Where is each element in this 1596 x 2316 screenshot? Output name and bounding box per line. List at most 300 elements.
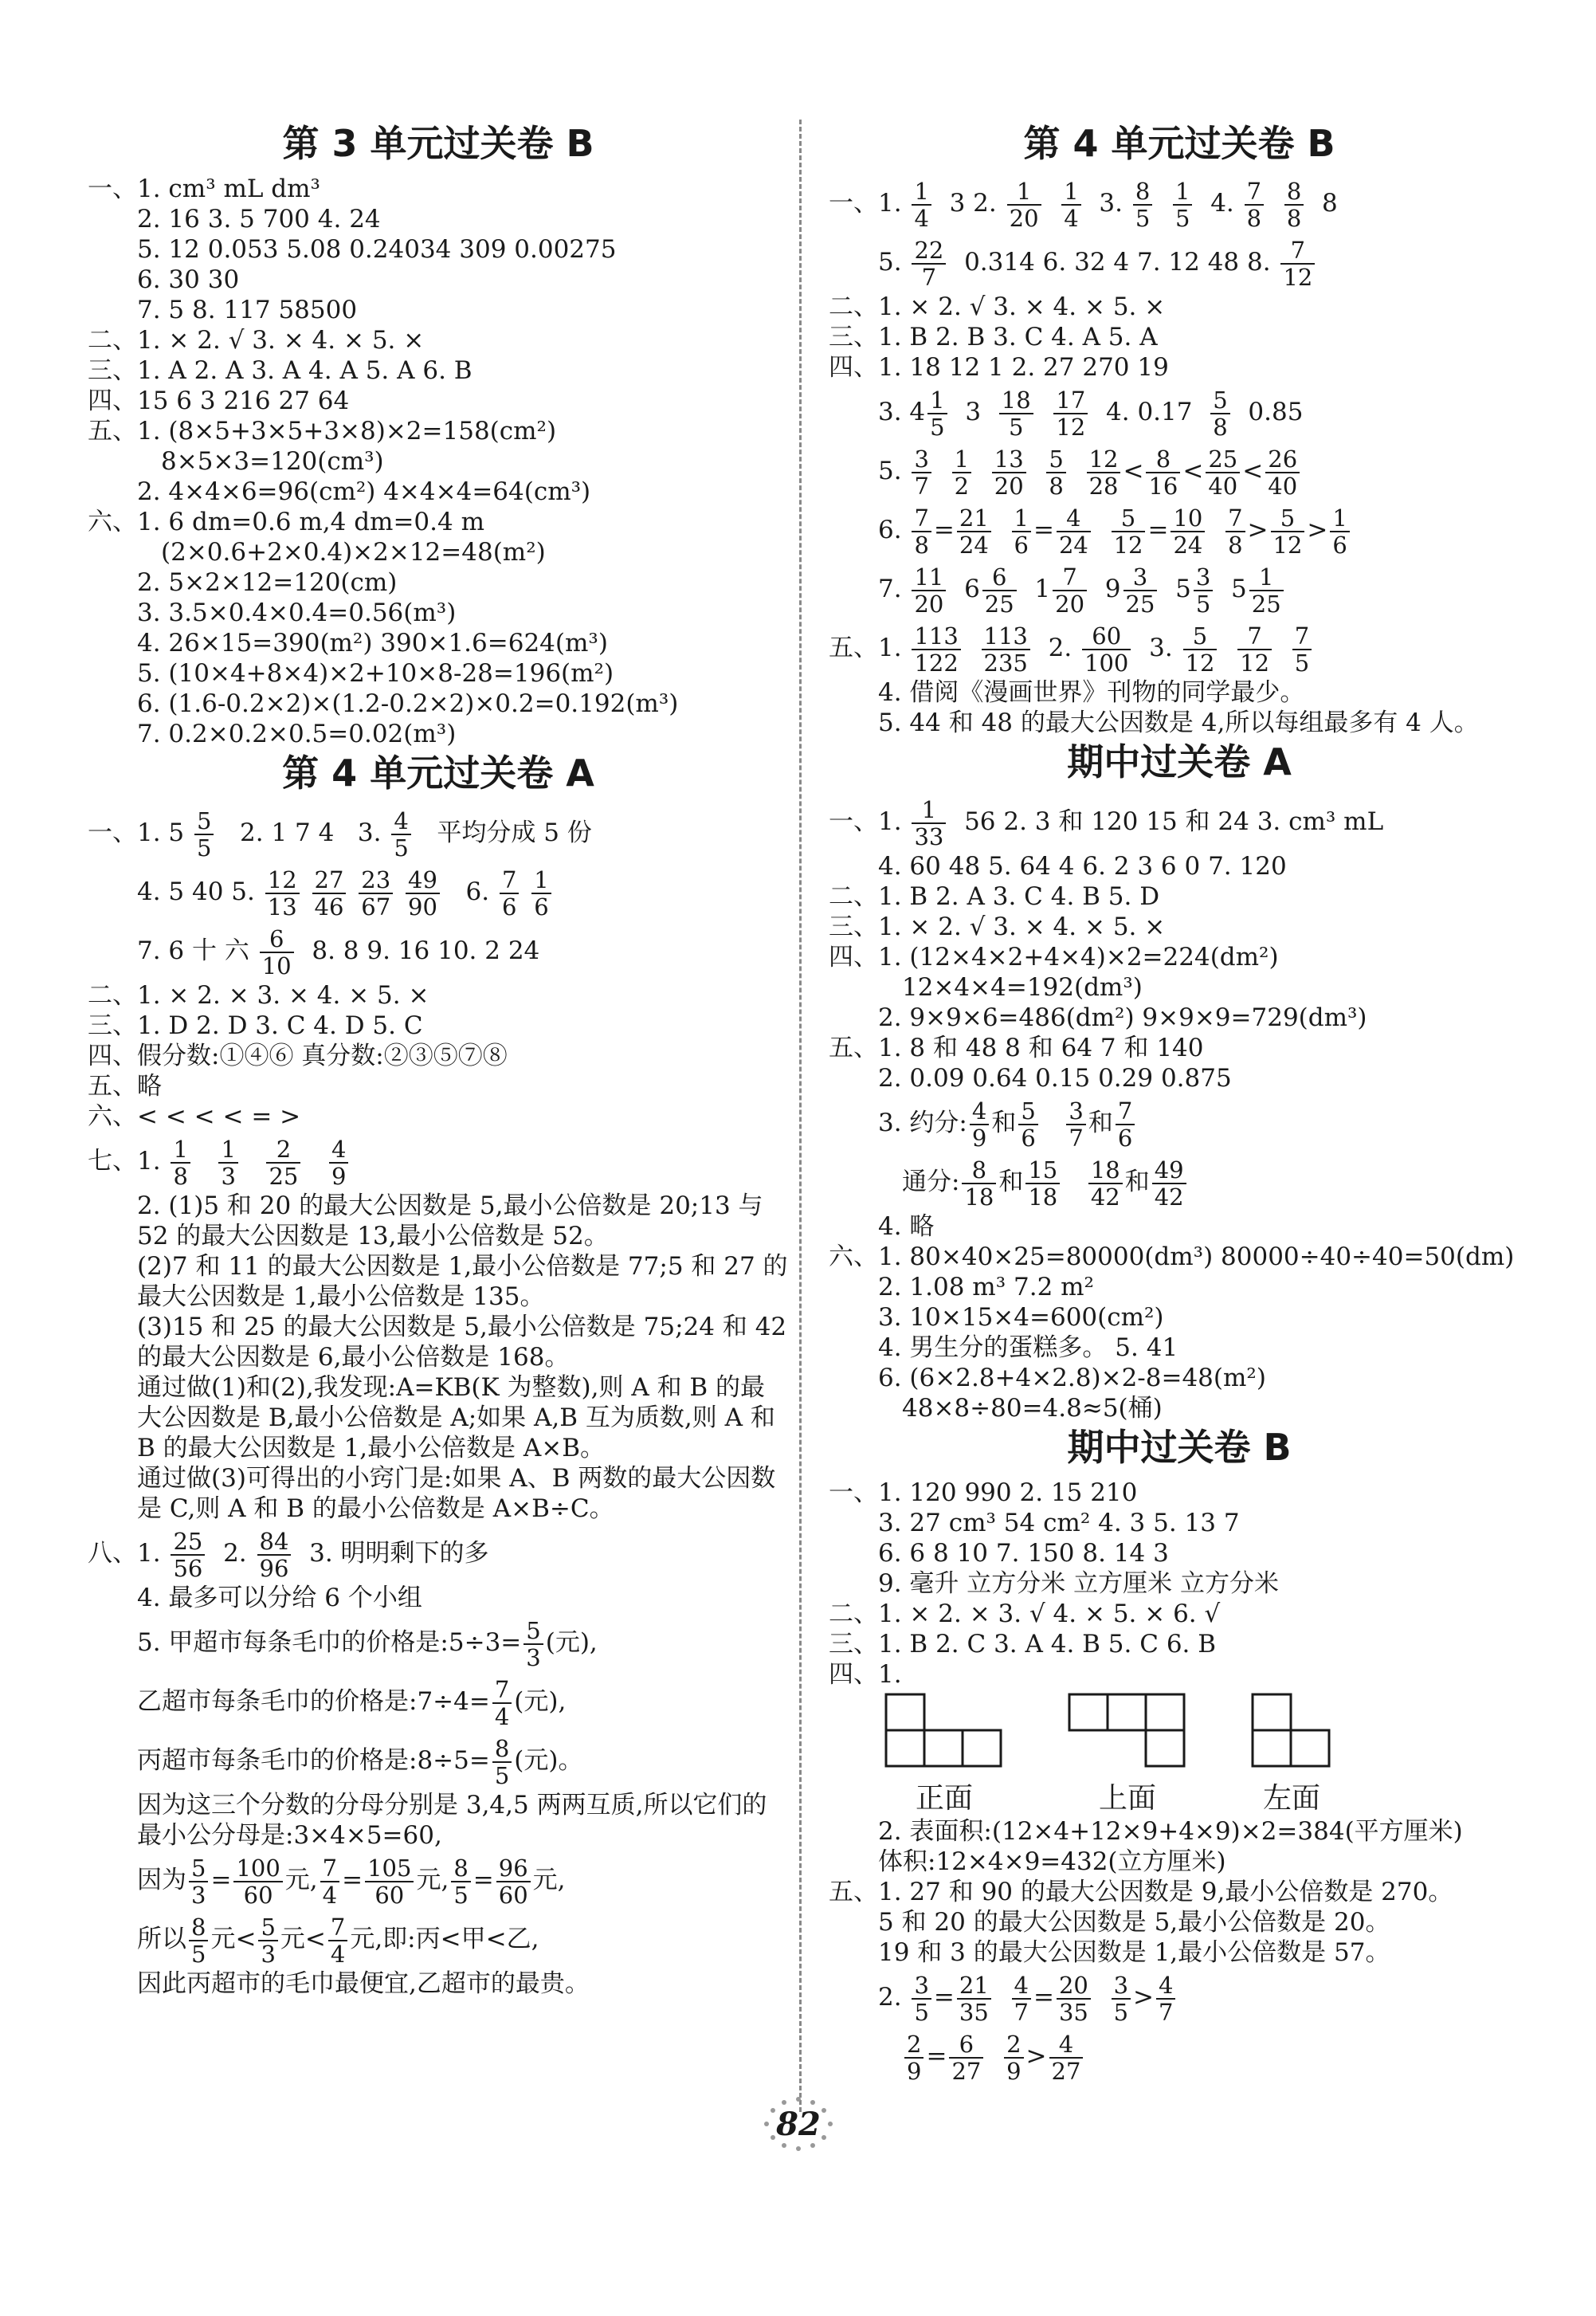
fraction: [492, 1736, 512, 1788]
answer-text: 元,即:丙<甲<乙,: [350, 1925, 539, 1953]
denominator: 25: [1251, 590, 1281, 618]
denominator: 5: [453, 1881, 469, 1909]
answer-line: 三、1. B 2. B 3. C 4. A 5. A: [829, 323, 1158, 351]
numerator: 49: [406, 867, 440, 894]
answer-text: >: [1133, 1983, 1154, 2012]
fraction: [970, 1098, 989, 1151]
fraction: [912, 1973, 931, 2025]
answer-line: [829, 1093, 1530, 1152]
answer-text: 4. 5 40 5.: [137, 877, 255, 906]
answer-line: 6. 6 8 10 7. 150 8. 14 3: [878, 1539, 1169, 1568]
fraction: [496, 1855, 531, 1908]
denominator: 5: [930, 413, 945, 441]
answer-line: 6. 30 30: [137, 265, 240, 294]
answer-line: [88, 1524, 789, 1583]
answer-line: 四、1. (12×4×2+4×4)×2=224(dm²): [829, 943, 1279, 972]
fraction: [982, 564, 1017, 617]
answer-line: [88, 1672, 789, 1731]
answer-line: 4. 26×15=390(m²) 390×1.6=624(m³): [137, 629, 608, 658]
answer-text: >: [1025, 2042, 1047, 2071]
page-number-text: 82: [776, 2105, 821, 2143]
fraction: [912, 505, 931, 558]
fraction: [329, 1136, 348, 1189]
denominator: 5: [1113, 1998, 1129, 2026]
fraction: [365, 1855, 414, 1908]
fraction: [1057, 1973, 1091, 2025]
answer-text: 5.: [878, 248, 902, 277]
denominator: 5: [1009, 413, 1024, 441]
answer-line: [829, 559, 1530, 618]
denominator: 33: [914, 822, 944, 850]
answer-text: 6.: [465, 877, 490, 906]
answer-line: 2. 5×2×12=120(cm): [137, 568, 398, 597]
numerator: 1: [927, 387, 947, 414]
section-title-unit3-b: 第 3 单元过关卷 B: [282, 122, 594, 165]
answer-text: 五、1.: [829, 634, 902, 662]
answer-text: 2.: [223, 1539, 247, 1568]
numerator: 3: [912, 1973, 931, 2000]
numerator: 8: [1133, 179, 1152, 206]
fraction: [1173, 179, 1192, 231]
fraction: [312, 867, 347, 920]
numerator: 1: [531, 867, 551, 894]
fraction: [1025, 1157, 1060, 1210]
answer-text: 3: [965, 398, 982, 426]
numerator: 11: [912, 564, 946, 591]
fraction: [962, 1157, 996, 1210]
fraction: [171, 1529, 205, 1581]
right-column: [829, 120, 1530, 2086]
answer-line: 三、1. × 2. √ 3. × 4. × 5. ×: [829, 913, 1166, 941]
fraction: [1087, 446, 1121, 499]
numerator: 25: [171, 1529, 205, 1556]
denominator: 3: [221, 1162, 236, 1190]
denominator: 7: [1069, 1124, 1084, 1152]
answer-line: 9. 毫升 立方分米 立方厘米 立方分米: [878, 1569, 1279, 1598]
denominator: 24: [959, 531, 989, 559]
page-number: [757, 2096, 840, 2152]
answer-line: 六、1. 80×40×25=80000(dm³) 80000÷40÷40=50(dm): [829, 1242, 1515, 1271]
denominator: 6: [534, 893, 549, 921]
answer-text: 7.: [878, 575, 902, 603]
answer-line: [829, 2027, 1530, 2086]
numerator: 22: [912, 237, 946, 265]
answer-line: 4. 60 48 5. 64 4 6. 2 3 6 0 7. 120: [878, 852, 1287, 881]
denominator: 12: [1283, 263, 1313, 291]
answer-text: 4. 0.17: [1106, 398, 1193, 426]
answer-line: 6. (1.6-0.2×2)×(1.2-0.2×2)×0.2=0.192(m³): [137, 689, 679, 718]
fraction: [1004, 2031, 1023, 2084]
answer-text: 3.: [1099, 189, 1123, 218]
answer-text: 9: [1104, 575, 1121, 603]
denominator: 7: [1159, 1998, 1174, 2026]
answer-line: 因此丙超市的毛巾最便宜,乙超市的最贵。: [137, 1969, 590, 1998]
denominator: 60: [498, 1881, 528, 1909]
fraction: [912, 179, 931, 231]
answer-line: 5. 12 0.053 5.08 0.24034 309 0.00275: [137, 235, 617, 264]
answer-text: 和: [991, 1109, 1017, 1137]
fraction: [912, 564, 946, 617]
answer-line: 二、1. × 2. × 3. × 4. × 5. ×: [88, 981, 429, 1010]
answer-text: 一、1. 5: [88, 818, 185, 847]
numerator: 113: [982, 623, 1030, 650]
answer-paragraph: 2. (1)5 和 20 的最大公因数是 5,最小公倍数是 20;13 与 52 的最大公因数是 13,最小公倍数是 52。: [137, 1191, 763, 1250]
numerator: 8: [451, 1855, 470, 1882]
numerator: 12: [1087, 446, 1121, 473]
answer-line: [829, 1968, 1530, 2027]
fraction: [1053, 564, 1087, 617]
answer-line: 二、1. × 2. × 3. √ 4. × 5. × 6. √: [829, 1600, 1221, 1628]
denominator: 16: [1148, 472, 1178, 500]
front-view: [884, 1693, 1004, 1816]
numerator: 7: [1245, 179, 1264, 206]
answer-line: [88, 921, 789, 980]
answer-line: 三、1. A 2. A 3. A 4. A 5. A 6. B: [88, 356, 473, 385]
answer-line: [829, 383, 1530, 442]
fraction: [957, 505, 991, 558]
answer-text: 4.: [1210, 189, 1234, 218]
fraction: [265, 867, 300, 920]
numerator: 7: [320, 1855, 339, 1882]
denominator: 9: [1006, 2057, 1022, 2085]
answer-line: 二、1. × 2. √ 3. × 4. × 5. ×: [88, 326, 425, 355]
denominator: 24: [1058, 531, 1088, 559]
denominator: 9: [331, 1162, 347, 1190]
answer-text: 乙超市每条毛巾的价格是:7÷4=: [137, 1687, 490, 1716]
numerator: 7: [492, 1677, 512, 1704]
answer-text: 和: [1088, 1109, 1113, 1137]
numerator: 1: [1061, 179, 1080, 206]
fraction: [189, 1914, 208, 1967]
denominator: 3: [261, 1940, 276, 1968]
numerator: 3: [1123, 564, 1158, 591]
fraction: [1123, 564, 1158, 617]
denominator: 42: [1090, 1183, 1120, 1211]
answer-text: 5: [1231, 575, 1247, 603]
denominator: 35: [1058, 1998, 1088, 2026]
numerator: 5: [194, 808, 214, 835]
denominator: 25: [269, 1162, 299, 1190]
answer-line: 五、1. 27 和 90 的最大公因数是 9,最小公倍数是 270。: [829, 1878, 1453, 1906]
denominator: 4: [914, 204, 929, 232]
answer-text: 七、1.: [88, 1147, 161, 1176]
answer-line: 5 和 20 的最大公因数是 5,最小公倍数是 20。: [878, 1908, 1390, 1937]
denominator: 60: [243, 1881, 273, 1909]
answer-text: 2.: [1048, 634, 1072, 662]
numerator: 3: [1194, 564, 1213, 591]
fraction: [1206, 446, 1240, 499]
fraction: [1112, 505, 1146, 558]
answer-line: 六、< < < < = >: [88, 1102, 301, 1131]
fraction: [492, 1677, 512, 1729]
fraction: [189, 1855, 208, 1908]
answer-line: [88, 1613, 789, 1672]
answer-text: (元),: [545, 1628, 598, 1657]
denominator: 12: [1240, 649, 1270, 677]
answer-text: 元,: [532, 1866, 566, 1894]
fraction: [320, 1855, 339, 1908]
numerator: 3: [1112, 1973, 1131, 2000]
fraction: [1133, 179, 1152, 231]
fraction: [406, 867, 440, 920]
top-view-label: 上面: [1098, 1782, 1156, 1815]
answer-line: 19 和 3 的最大公因数是 1,最小公倍数是 57。: [878, 1938, 1390, 1967]
answer-line: 2. 4×4×6=96(cm²) 4×4×4=64(cm³): [137, 477, 591, 506]
denominator: 3: [526, 1643, 541, 1671]
numerator: 5: [1018, 1098, 1037, 1125]
denominator: 9: [907, 2057, 922, 2085]
numerator: 5: [1046, 446, 1065, 473]
denominator: 12: [1056, 413, 1086, 441]
answer-text: 一、1.: [829, 807, 902, 836]
numerator: 4: [329, 1136, 348, 1164]
denominator: 5: [197, 834, 212, 862]
answer-text: 7. 6 十 六: [137, 936, 249, 965]
numerator: 3: [912, 446, 931, 473]
section-title-midterm-b: 期中过关卷 B: [1067, 1426, 1292, 1469]
denominator: 96: [259, 1554, 289, 1582]
numerator: 21: [957, 505, 991, 532]
denominator: 90: [408, 893, 437, 921]
fraction: [1053, 387, 1088, 440]
denominator: 6: [1332, 531, 1347, 559]
denominator: 5: [1195, 590, 1211, 618]
fraction: [982, 623, 1030, 676]
answer-text: 1: [1034, 575, 1051, 603]
answer-text: 6: [964, 575, 980, 603]
answer-line: 48×8÷80=4.8≈5(桶): [902, 1394, 1163, 1423]
numerator: 8: [1284, 179, 1304, 206]
denominator: 35: [959, 1998, 989, 2026]
numerator: 6: [260, 926, 294, 953]
answer-line: 四、1.: [829, 1660, 902, 1689]
denominator: 7: [914, 472, 929, 500]
denominator: 8: [1246, 204, 1262, 232]
denominator: 100: [1084, 649, 1129, 677]
denominator: 42: [1154, 1183, 1184, 1211]
fraction: [1171, 505, 1205, 558]
fraction: [260, 926, 294, 979]
fraction: [218, 1136, 237, 1189]
numerator: 21: [957, 1973, 991, 2000]
numerator: 6: [949, 2031, 983, 2059]
left-view: [1251, 1693, 1332, 1816]
fraction: [266, 1136, 300, 1189]
answer-line: 三、1. D 2. D 3. C 4. D 5. C: [88, 1011, 423, 1040]
numerator: 5: [524, 1618, 543, 1645]
fraction: [531, 867, 551, 920]
answer-text: 56 2. 3 和 120 15 和 24 3. cm³ mL: [964, 807, 1384, 836]
numerator: 7: [500, 867, 519, 894]
answer-line: 四、15 6 3 216 27 64: [88, 387, 350, 415]
answer-line: 4. 借阅《漫画世界》刊物的同学最少。: [878, 678, 1305, 707]
fraction: [1280, 237, 1315, 290]
numerator: 100: [233, 1855, 282, 1882]
fraction: [1066, 1098, 1085, 1151]
numerator: 8: [962, 1157, 996, 1184]
answer-text: 8. 8 9. 16 10. 2 24: [312, 936, 540, 965]
answer-text: 丙超市每条毛巾的价格是:8÷5=: [137, 1746, 490, 1775]
numerator: 7: [1292, 623, 1312, 650]
denominator: 5: [914, 1998, 929, 2026]
fraction: [912, 623, 960, 676]
fraction: [1265, 446, 1300, 499]
fraction: [1018, 1098, 1037, 1151]
fraction: [359, 867, 393, 920]
answer-line: 6. $\frac{7}{8}$ = $\frac{21}{24}$ $\frac{1}{6}$ = $\frac{4}{24}$ $\frac{5}{12}$ = $\frac{10}{24}$ $\frac{7}{8}$ > $\frac{5}{12}$ > $\frac{1}{6}$: [829, 500, 1530, 559]
answer-paragraph: (3)15 和 25 的最大公因数是 5,最小公倍数是 75;24 和 42 的最大公因数是 6,最小公倍数是 168。: [137, 1313, 787, 1372]
fraction: [952, 446, 971, 499]
numerator: 5: [258, 1914, 277, 1941]
fraction: [912, 237, 946, 290]
answer-text: 3. 4: [878, 398, 926, 426]
denominator: 7: [1014, 1998, 1029, 2026]
denominator: 56: [173, 1554, 203, 1582]
numerator: 5: [1112, 505, 1146, 532]
answer-text: 因为: [137, 1866, 186, 1894]
fraction: [1046, 446, 1065, 499]
answer-text: 和: [1124, 1168, 1150, 1196]
answer-line: 5. (10×4+8×4)×2+10×8-28=196(m²): [137, 659, 614, 688]
denominator: 9: [971, 1124, 987, 1152]
fraction: [328, 1914, 347, 1967]
numerator: 4: [1012, 1973, 1031, 2000]
answer-line: 7. 0.2×0.2×0.5=0.02(m³): [137, 720, 457, 748]
fraction: [500, 867, 519, 920]
fraction: [1210, 387, 1229, 440]
numerator: 17: [1053, 387, 1088, 414]
answer-line: 3. 27 cm³ 54 cm² 4. 3 5. 13 7: [878, 1509, 1240, 1537]
denominator: 20: [1055, 590, 1085, 618]
numerator: 7: [1237, 623, 1272, 650]
fraction: [1237, 623, 1272, 676]
denominator: 7: [921, 263, 937, 291]
denominator: 235: [983, 649, 1028, 677]
denominator: 5: [394, 834, 409, 862]
numerator: 105: [365, 1855, 414, 1882]
answer-line: 7. 5 8. 117 58500: [137, 296, 358, 324]
answer-line: 3. 10×15×4=600(cm²): [878, 1303, 1164, 1332]
answer-text: 5: [1175, 575, 1191, 603]
denominator: 20: [1009, 204, 1039, 232]
answer-line: [829, 1152, 1530, 1211]
answer-text: 3.: [1149, 634, 1173, 662]
numerator: 8: [189, 1914, 208, 1941]
denominator: 46: [314, 893, 344, 921]
answer-line: [829, 233, 1530, 292]
answer-text: 2. 1 7 4: [240, 818, 335, 847]
fraction: [904, 2031, 923, 2084]
answer-line: 四、1. 18 12 1 2. 27 270 19: [829, 353, 1169, 382]
answer-text: 八、1.: [88, 1539, 161, 1568]
fraction: [1249, 564, 1284, 617]
fraction: [1057, 505, 1091, 558]
numerator: 8: [492, 1736, 512, 1763]
denominator: 25: [1125, 590, 1155, 618]
denominator: 4: [322, 1881, 338, 1909]
fraction: [927, 387, 947, 440]
numerator: 20: [1057, 1973, 1091, 2000]
numerator: 6: [982, 564, 1017, 591]
answer-text: 6.: [878, 516, 902, 544]
numerator: 2: [1004, 2031, 1023, 2059]
denominator: 10: [261, 952, 292, 979]
fraction: [391, 808, 410, 861]
answer-line: 二、1. B 2. A 3. C 4. B 5. D: [829, 882, 1160, 911]
fraction: [451, 1855, 470, 1908]
denominator: 2: [954, 472, 970, 500]
numerator: 4: [1156, 1973, 1175, 2000]
answer-line: 四、假分数:①④⑥ 真分数:②③⑤⑦⑧: [88, 1042, 508, 1070]
answer-text: 元<: [280, 1925, 326, 1953]
numerator: 4: [1057, 505, 1091, 532]
answer-line: 8×5×3=120(cm³): [161, 447, 384, 476]
answer-text: 3 2.: [949, 189, 997, 218]
answer-paragraph: 通过做(1)和(2),我发现:A=KB(K 为整数),则 A 和 B 的最大公因数是 B,最小公倍数是 A;如果 A,B 互为质数,则 A 和 B 的最大公因数是 1,最小公倍数是 A×B。: [137, 1373, 775, 1462]
answer-line: [88, 862, 789, 921]
answer-line: 体积:12×4×9=432(立方厘米): [878, 1847, 1226, 1876]
denominator: 20: [994, 472, 1024, 500]
numerator: 4: [1049, 2031, 1084, 2059]
denominator: 27: [951, 2057, 982, 2085]
fraction: [1271, 505, 1305, 558]
numerator: 5: [1210, 387, 1229, 414]
numerator: 113: [912, 623, 960, 650]
denominator: 4: [1064, 204, 1079, 232]
answer-line: 6. (6×2.8+4×2.8)×2-8=48(m²): [878, 1364, 1266, 1392]
answer-text: 3.: [357, 818, 382, 847]
fraction: [1012, 505, 1031, 558]
answer-line: 4. 最多可以分给 6 个小组: [137, 1584, 422, 1612]
answer-paragraph: 2. 表面积:(12×4+12×9+4×9)×2=384(平方厘米): [878, 1817, 1463, 1846]
answer-text: 通分:: [902, 1168, 960, 1196]
numerator: 1: [952, 446, 971, 473]
denominator: 6: [1021, 1124, 1036, 1152]
fraction: [1152, 1157, 1186, 1210]
answer-text: (元),: [514, 1687, 567, 1716]
fraction: [194, 808, 214, 861]
answer-line: [88, 1910, 789, 1969]
front-view-grid-icon: [884, 1693, 1004, 1768]
numerator: 7: [1053, 564, 1087, 591]
numerator: 8: [1146, 446, 1180, 473]
answer-text: 3. 明明剩下的多: [309, 1539, 489, 1568]
fraction: [992, 446, 1026, 499]
denominator: 5: [494, 1761, 510, 1789]
answer-text: 一、1.: [829, 189, 902, 218]
denominator: 6: [501, 893, 517, 921]
three-view-drawings: [829, 1693, 1530, 1816]
answer-text: 8: [1321, 189, 1338, 218]
answer-line: 三、1. B 2. C 3. A 4. B 5. C 6. B: [829, 1630, 1217, 1658]
numerator: 18: [999, 387, 1033, 414]
fraction: [171, 1136, 190, 1189]
denominator: 25: [984, 590, 1014, 618]
numerator: 1: [218, 1136, 237, 1164]
numerator: 7: [1116, 1098, 1135, 1125]
fraction: [1245, 179, 1264, 231]
answer-text: =: [926, 2042, 947, 2071]
fraction: [1061, 179, 1080, 231]
answer-text: 2.: [878, 1983, 902, 2012]
front-view-label: 正面: [915, 1782, 973, 1815]
numerator: 27: [312, 867, 347, 894]
numerator: 7: [328, 1914, 347, 1941]
denominator: 3: [191, 1881, 206, 1909]
numerator: 10: [1171, 505, 1205, 532]
denominator: 5: [1294, 649, 1310, 677]
numerator: 7: [1280, 237, 1315, 265]
